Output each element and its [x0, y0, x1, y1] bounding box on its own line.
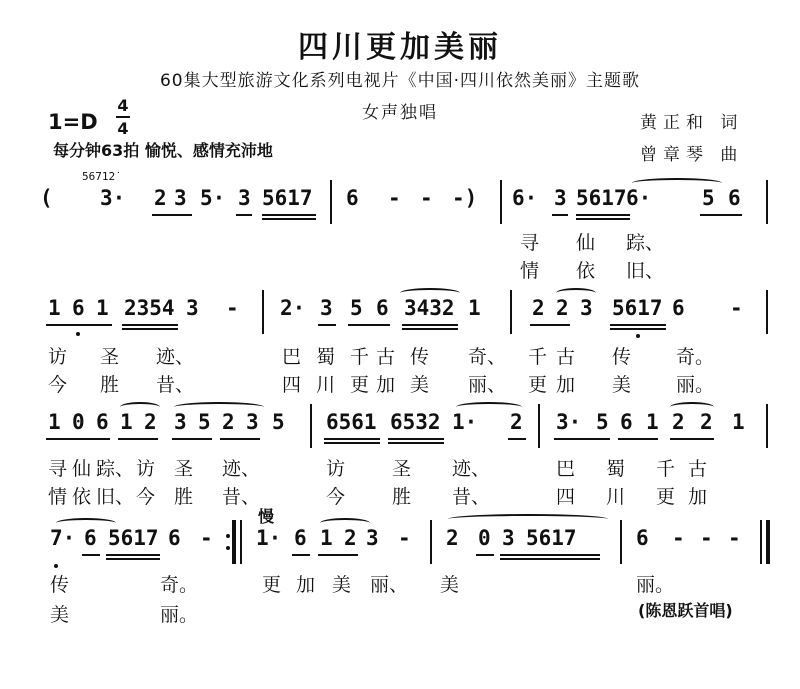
lyric: 奇。	[676, 346, 715, 368]
note: 3	[238, 186, 251, 210]
staff-4	[0, 507, 800, 564]
lyric: 传	[410, 346, 430, 368]
lyric: 昔、	[452, 486, 491, 508]
beam	[318, 554, 358, 556]
beam	[554, 438, 610, 440]
lyric: 巴	[282, 346, 302, 368]
note: -	[420, 186, 433, 210]
note: 3	[246, 410, 259, 434]
bar-line	[330, 180, 332, 224]
note: 5	[198, 410, 211, 434]
note: 2	[532, 296, 545, 320]
note: (	[40, 186, 53, 210]
beam	[576, 218, 630, 220]
lyric: 圣	[100, 346, 120, 368]
lyric: 美	[332, 574, 352, 596]
beam	[552, 214, 568, 216]
lyric: 传	[50, 574, 70, 596]
note: 1	[48, 410, 61, 434]
lyric: 丽。	[676, 374, 715, 396]
beam	[292, 554, 310, 556]
slur	[174, 402, 264, 412]
note: -	[728, 526, 741, 550]
lyric: 寻	[520, 232, 540, 254]
lyrics-3b	[0, 482, 800, 510]
note: 5617	[108, 526, 159, 550]
bar-line	[620, 520, 622, 564]
beam	[388, 442, 444, 444]
lyric: 四	[556, 486, 576, 508]
lyric: 美	[612, 374, 632, 396]
note: 5	[350, 296, 363, 320]
octave-dot	[76, 332, 80, 336]
note: -	[388, 186, 401, 210]
slur	[400, 288, 460, 298]
note: -	[226, 296, 239, 320]
bar-line	[766, 290, 768, 334]
lyric: 川	[316, 374, 336, 396]
note: 2	[344, 526, 357, 550]
note: 6	[636, 526, 649, 550]
note: 3	[502, 526, 515, 550]
note: 5617	[576, 186, 627, 210]
note: 6	[84, 526, 97, 550]
note: 0	[72, 410, 85, 434]
lyric: 丽。	[636, 574, 675, 596]
note: 2·	[280, 296, 306, 320]
note: 6	[96, 410, 109, 434]
grace-notes: 5671̇2̇	[82, 170, 116, 183]
lyric: 情	[520, 260, 540, 282]
lyric: 迹、	[156, 346, 195, 368]
beam	[670, 438, 714, 440]
lyric: 丽、	[370, 574, 409, 596]
note: 5617	[262, 186, 313, 210]
lyric: 依	[576, 260, 596, 282]
performance-type: 女声独唱	[362, 103, 438, 123]
lyric: 蜀	[316, 346, 336, 368]
slur	[448, 514, 608, 524]
bar-line	[766, 180, 768, 224]
lyric: 更	[262, 574, 282, 596]
bar-line	[500, 180, 502, 224]
octave-dot	[636, 334, 640, 338]
slur	[556, 288, 596, 298]
time-sig-top: 4	[117, 96, 129, 115]
beam	[106, 554, 160, 556]
note: 1	[646, 410, 659, 434]
beam	[402, 324, 458, 326]
note: 2	[510, 410, 523, 434]
lyric: 奇、	[468, 346, 507, 368]
slur	[670, 402, 714, 412]
note: 6	[728, 186, 741, 210]
note: 0	[478, 526, 491, 550]
lyric: 古	[376, 346, 396, 368]
beam	[500, 554, 600, 556]
beam	[236, 214, 252, 216]
note: 5617	[526, 526, 577, 550]
note: -	[398, 526, 411, 550]
beam	[530, 324, 570, 326]
lyrics-1b	[0, 256, 800, 284]
lyric: 圣	[392, 458, 412, 480]
note: 1	[732, 410, 745, 434]
beam	[122, 328, 178, 330]
slur	[120, 402, 160, 412]
lyric: 迹、	[452, 458, 491, 480]
lyric: 美	[440, 574, 460, 596]
note: 5·	[200, 186, 226, 210]
slur	[632, 178, 722, 188]
lyric: 仙	[72, 458, 92, 480]
lyric: 丽。	[160, 604, 199, 626]
beam	[46, 324, 112, 326]
note: 5	[702, 186, 715, 210]
lyric: 千	[656, 458, 676, 480]
lyricist-credit: 黄正和 词	[640, 113, 744, 133]
lyric: 今	[326, 486, 346, 508]
note: -	[200, 526, 213, 550]
note: 7·	[50, 526, 76, 550]
lyrics-4a	[0, 570, 800, 598]
repeat-bar	[240, 520, 242, 564]
note: 6532	[390, 410, 441, 434]
lyric: 传	[612, 346, 632, 368]
bar-line	[430, 520, 432, 564]
beam	[388, 438, 444, 440]
note: 1	[48, 296, 61, 320]
beam	[324, 438, 380, 440]
slur	[56, 518, 116, 528]
beam	[122, 324, 178, 326]
lyric: 更	[528, 374, 548, 396]
time-signature	[116, 96, 130, 138]
beam	[220, 438, 260, 440]
tempo-slow-marking: 慢	[258, 507, 275, 526]
note: 2	[556, 296, 569, 320]
lyrics-1a	[0, 228, 800, 256]
bar-line	[766, 404, 768, 448]
final-bar	[766, 520, 770, 564]
lyric: 巴	[556, 458, 576, 480]
note: 1·	[256, 526, 282, 550]
lyric: 昔、	[156, 374, 195, 396]
lyric: 昔、	[222, 486, 261, 508]
repeat-dot	[226, 546, 230, 550]
note: 1	[96, 296, 109, 320]
lyric: 旧、	[96, 486, 135, 508]
lyric: 胜	[100, 374, 120, 396]
note: 3	[580, 296, 593, 320]
bar-line	[538, 404, 540, 448]
bar-line	[262, 290, 264, 334]
note: -)	[452, 186, 478, 210]
lyric: 圣	[174, 458, 194, 480]
lyric: 今	[48, 374, 68, 396]
note: 6	[376, 296, 389, 320]
lyric: 访	[48, 346, 68, 368]
note: 3	[320, 296, 333, 320]
song-subtitle: 60集大型旅游文化系列电视片《中国·四川依然美丽》主题歌	[159, 71, 641, 91]
bar-line	[510, 290, 512, 334]
beam	[82, 554, 100, 556]
staff-2	[0, 290, 800, 334]
beam	[610, 324, 666, 326]
lyric: 四	[282, 374, 302, 396]
beam	[700, 214, 742, 216]
note: 2	[144, 410, 157, 434]
tempo-marking: 每分钟63拍 愉悦、感情充沛地	[53, 141, 273, 160]
note: 3432	[404, 296, 455, 320]
time-sig-bottom: 4	[117, 119, 129, 138]
note: 1	[468, 296, 481, 320]
note: -	[730, 296, 743, 320]
lyric: 情	[48, 486, 68, 508]
note: 6	[346, 186, 359, 210]
note: 1	[320, 526, 333, 550]
note: 3	[174, 410, 187, 434]
beam	[610, 328, 666, 330]
lyric: 加	[688, 486, 708, 508]
note: 5	[272, 410, 285, 434]
lyric: 蜀	[606, 458, 626, 480]
note: 6	[72, 296, 85, 320]
beam	[106, 558, 160, 560]
note: 3·	[100, 186, 126, 210]
key-signature: 1=D	[48, 110, 98, 134]
note: 2	[222, 410, 235, 434]
lyric: 美	[50, 604, 70, 626]
lyric: 川	[606, 486, 626, 508]
lyric: 今	[136, 486, 156, 508]
note: 5617	[612, 296, 663, 320]
singer-credit: (陈恩跃首唱)	[638, 601, 733, 620]
lyric: 访	[326, 458, 346, 480]
lyric: 胜	[392, 486, 412, 508]
note: -	[700, 526, 713, 550]
staff-1	[0, 170, 800, 224]
lyric: 依	[72, 486, 92, 508]
lyric: 古	[688, 458, 708, 480]
note: 1	[120, 410, 133, 434]
note: 6	[672, 296, 685, 320]
lyric: 访	[136, 458, 156, 480]
beam	[46, 438, 110, 440]
lyric: 寻	[48, 458, 68, 480]
note: 3	[174, 186, 187, 210]
beam	[172, 438, 212, 440]
note: 3	[554, 186, 567, 210]
beam	[324, 442, 380, 444]
note: 6	[620, 410, 633, 434]
lyric: 美	[410, 374, 430, 396]
slur	[456, 402, 522, 412]
note: 1·	[452, 410, 478, 434]
note: 2354	[124, 296, 175, 320]
note: 6	[168, 526, 181, 550]
note: 6·	[626, 186, 652, 210]
note: 6	[294, 526, 307, 550]
note: 2	[154, 186, 167, 210]
note: 6·	[512, 186, 538, 210]
composer-credit: 曾章琴 曲	[640, 145, 744, 165]
beam	[262, 218, 316, 220]
beam	[508, 438, 526, 440]
lyric: 更	[656, 486, 676, 508]
repeat-dot	[226, 534, 230, 538]
beam	[152, 214, 192, 216]
lyric: 加	[376, 374, 396, 396]
lyric: 古	[556, 346, 576, 368]
note: 2	[446, 526, 459, 550]
lyric: 加	[556, 374, 576, 396]
lyric: 踪、	[96, 458, 135, 480]
song-title: 四川更加美丽	[298, 30, 502, 65]
lyric: 奇。	[160, 574, 199, 596]
octave-dot	[54, 564, 58, 568]
beam	[402, 328, 458, 330]
lyric: 仙	[576, 232, 596, 254]
beam	[576, 214, 630, 216]
lyric: 迹、	[222, 458, 261, 480]
beam	[262, 214, 316, 216]
note: -	[672, 526, 685, 550]
final-bar	[760, 520, 762, 564]
note: 3	[366, 526, 379, 550]
repeat-bar	[232, 520, 236, 564]
staff-3	[0, 404, 800, 448]
beam	[118, 438, 158, 440]
note: 3·	[556, 410, 582, 434]
lyric: 千	[528, 346, 548, 368]
note: 5	[596, 410, 609, 434]
lyric: 千	[350, 346, 370, 368]
lyrics-3a	[0, 454, 800, 482]
lyric: 丽、	[468, 374, 507, 396]
beam	[348, 324, 390, 326]
bar-line	[310, 404, 312, 448]
lyric: 胜	[174, 486, 194, 508]
note: 2	[672, 410, 685, 434]
lyric: 旧、	[626, 260, 665, 282]
beam	[318, 324, 336, 326]
slur	[320, 518, 370, 528]
note: 2	[700, 410, 713, 434]
lyric: 更	[350, 374, 370, 396]
lyric: 加	[296, 574, 316, 596]
lyrics-2b	[0, 370, 800, 398]
beam	[500, 558, 600, 560]
lyric: 踪、	[626, 232, 665, 254]
lyrics-2a	[0, 342, 800, 370]
beam	[476, 554, 494, 556]
beam	[618, 438, 658, 440]
note: 3	[186, 296, 199, 320]
note: 6561	[326, 410, 377, 434]
